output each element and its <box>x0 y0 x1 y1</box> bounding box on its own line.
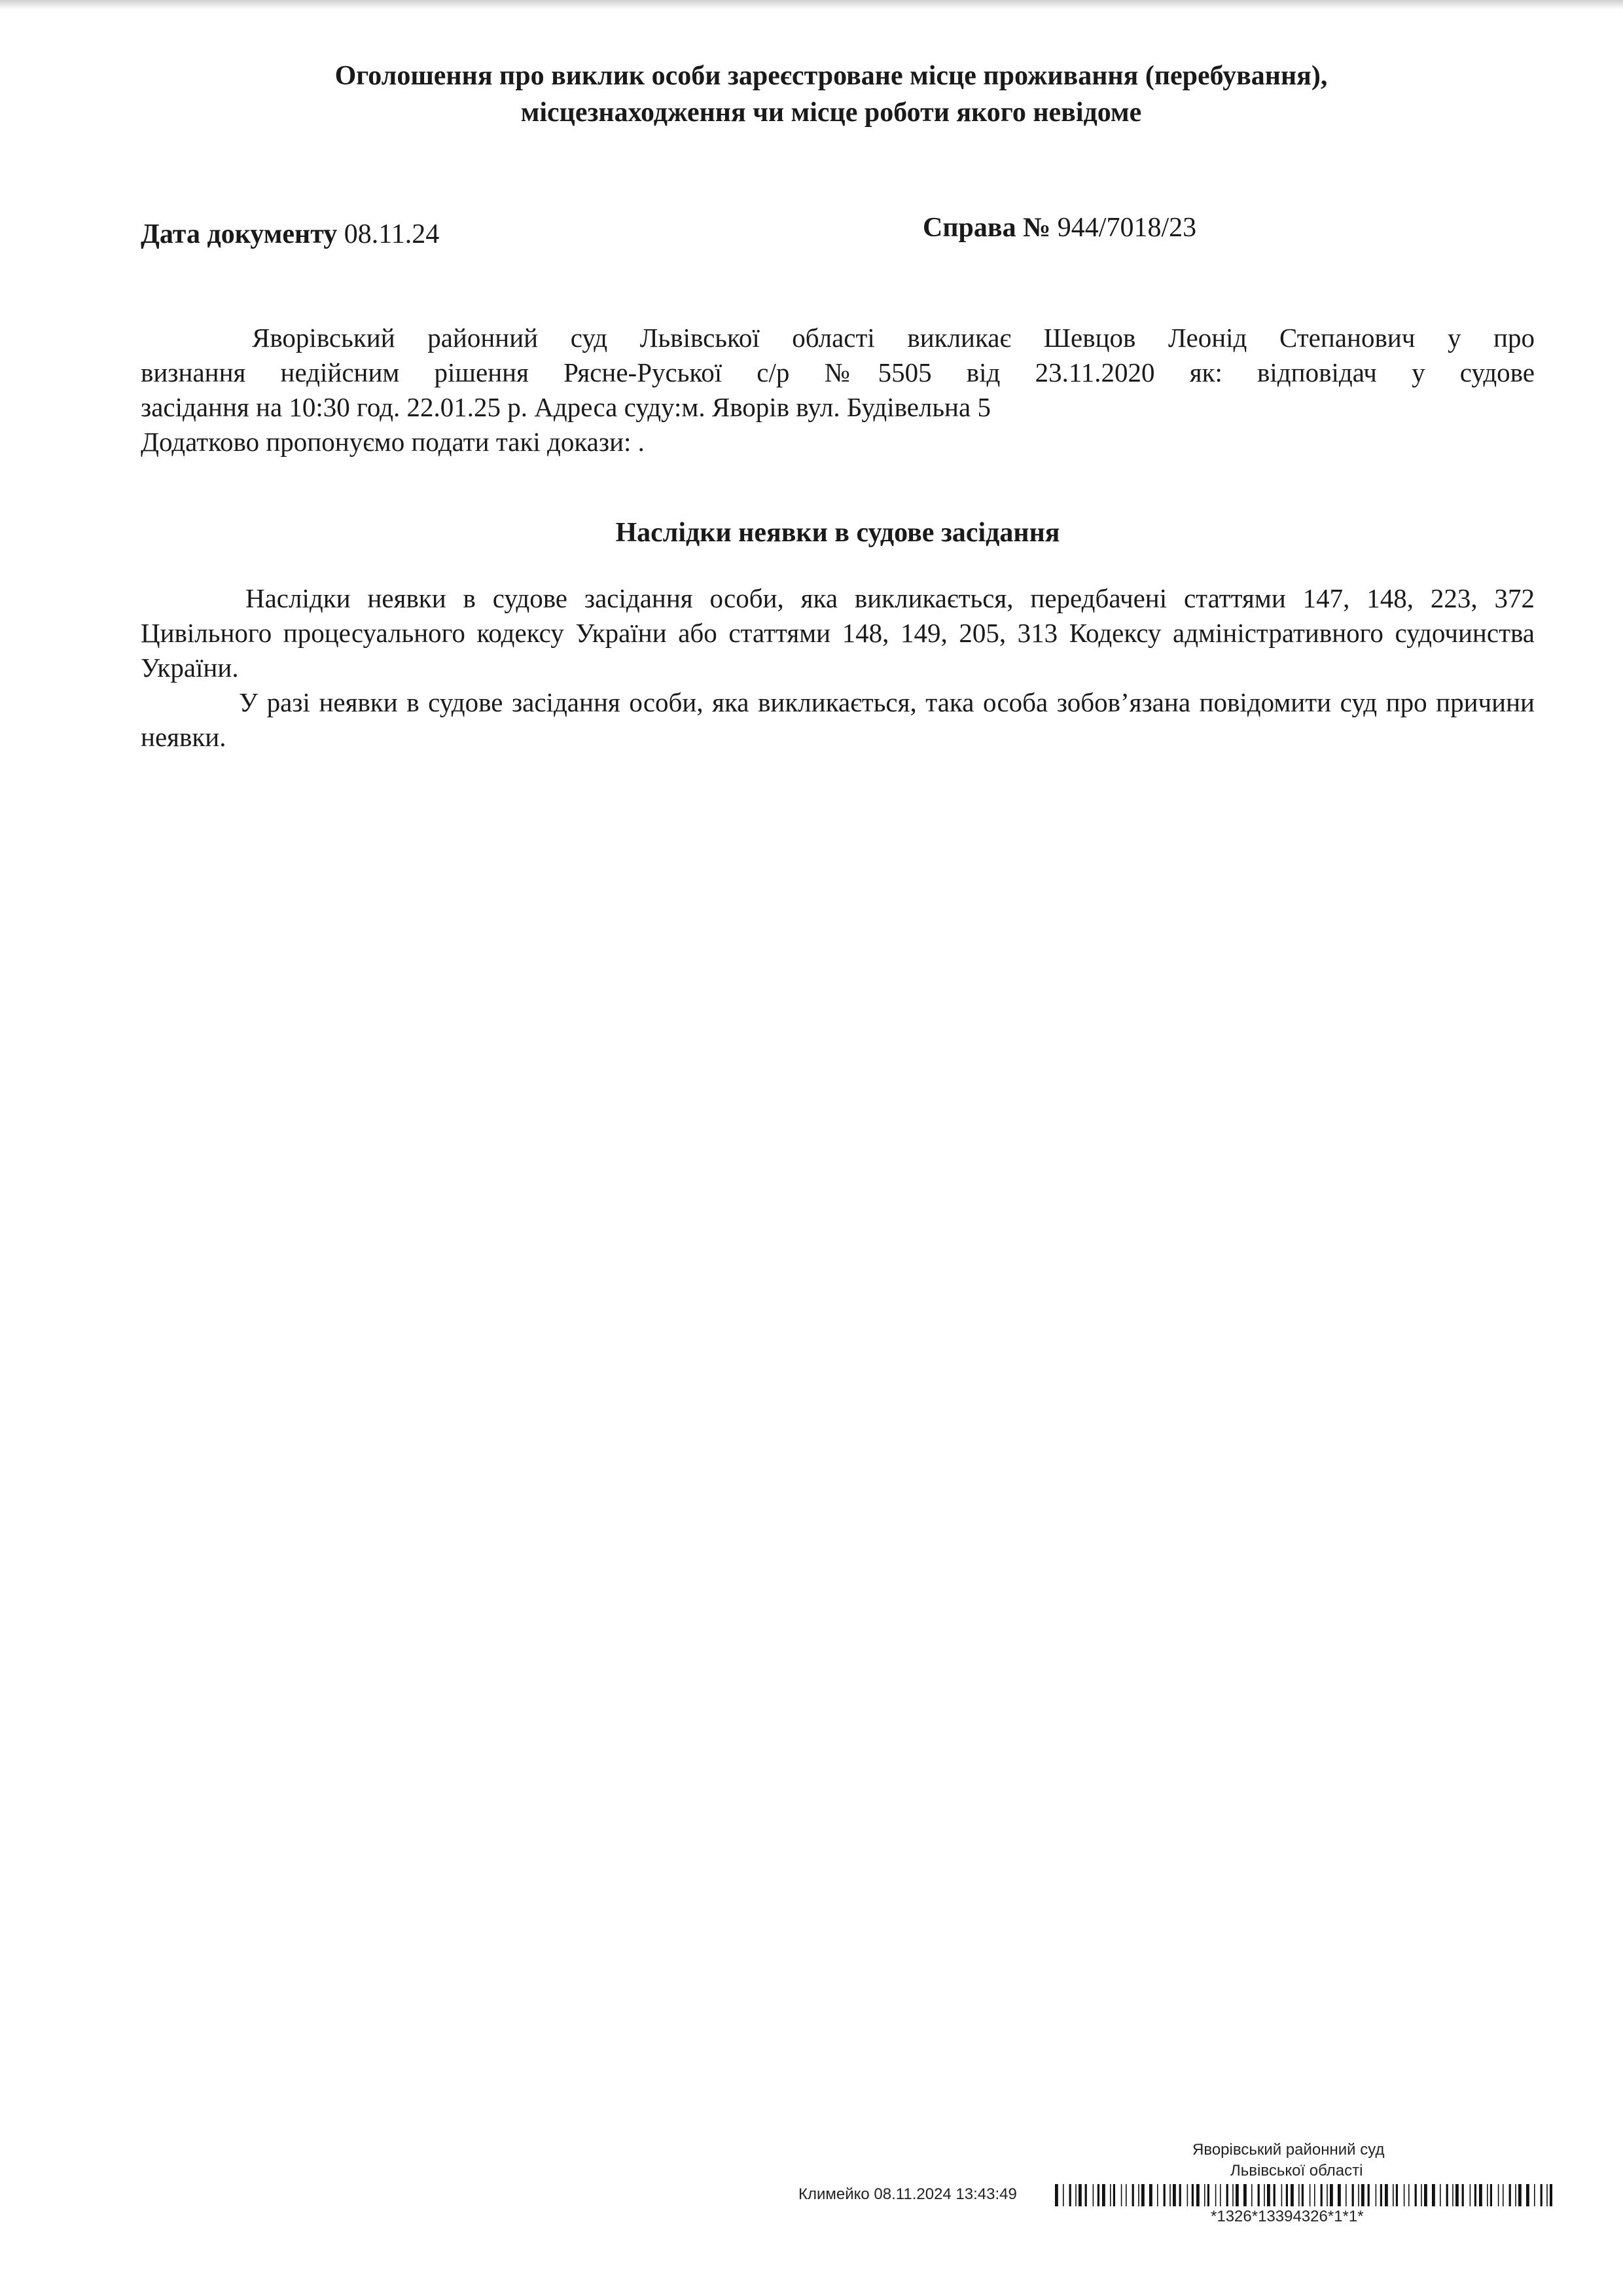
consequences-text <box>141 581 1535 755</box>
summons-line-4: Додатково пропонуємо подати такі докази: . <box>141 427 645 457</box>
case-label: Справа № <box>923 213 1051 243</box>
summons-line-3: засідання на 10:30 год. 22.01.25 р. Адреса суду:м. Яворів вул. Будівельна 5 <box>141 392 991 422</box>
document-title <box>144 58 1518 131</box>
title-line-1: Оголошення про виклик особи зареєстроване місце проживання (перебування), <box>334 61 1328 91</box>
title-line-2: місцезнаходження чи місце роботи якого невідоме <box>520 98 1142 128</box>
consequences-paragraph-1: Наслідки неявки в судове засідання особи, яка викликається, передбачені статтями 147, 148, 223, 372 Цивільного процесуального кодексу України або статтями 148, 149, 205, 313 Кодексу адміністративного судочинства України. <box>141 583 1535 683</box>
barcode-number: *1326*13394326*1*1* <box>1211 2208 1364 2225</box>
date-label: Дата документу <box>141 219 338 249</box>
clerk-datetime: Климейко 08.11.2024 13:43:49 <box>798 2185 1017 2203</box>
case-number <box>923 209 1196 246</box>
summons-line-2: визнання недійсним рішення Рясне-Руської с/р №5505 від 23.11.2020 як: відповідач у судове <box>141 357 1535 387</box>
scan-edge <box>0 0 1623 9</box>
summons-line-1: Яворівський районний суд Львівської області викликає Шевцов Леонід Степанович у про <box>252 323 1535 353</box>
summons-text <box>141 321 1535 459</box>
court-stamp-line-1: Яворівський районний суд <box>1192 2141 1385 2159</box>
document-date <box>141 216 439 253</box>
court-stamp-line-2: Львівської області <box>1230 2162 1363 2179</box>
consequences-heading: Наслідки неявки в судове засідання <box>615 518 1060 548</box>
barcode <box>1055 2184 1552 2206</box>
case-value: 944/7018/23 <box>1057 213 1197 243</box>
consequences-paragraph-2: У разі неявки в судове засідання особи, яка викликається, така особа зобов’язана повідомити суд про причини неявки. <box>141 687 1535 752</box>
date-value: 08.11.24 <box>344 219 440 249</box>
